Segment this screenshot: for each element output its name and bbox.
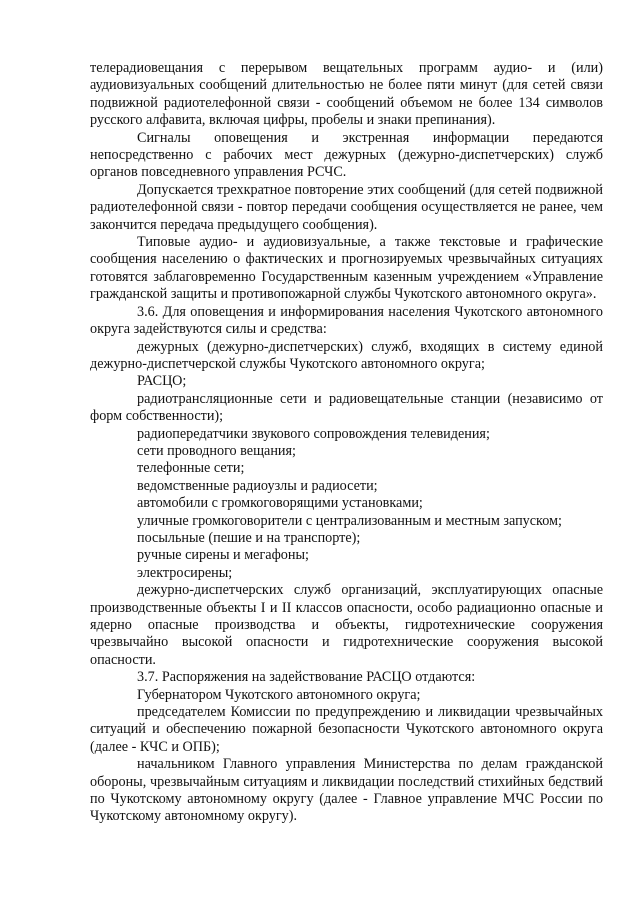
list-item-manual-sirens: ручные сирены и мегафоны;: [137, 547, 309, 564]
paragraph-broadcast-interruption: телерадиовещания с перерывом вещательных программ аудио- и (или) аудиовизуальных сообщений длительностью не более пяти минут (для сетей связи подвижной радиотелефонной связи - сообщений объемом не более 134 символов русского алфавита, включая цифры, пробелы и знаки препинания).: [90, 60, 603, 129]
list-item-loudspeaker-vehicles: автомобили с громкоговорящими установками;: [137, 495, 423, 512]
paragraph-triple-repeat: Допускается трехкратное повторение этих сообщений (для сетей подвижной радиотелефонной связи - повтор передачи сообщения осуществляется не ранее, чем закончится передача предыдущего сообщения).: [90, 181, 603, 233]
list-item-messengers: посыльные (пешие и на транспорте);: [137, 529, 361, 546]
paragraph-signals-transmission: Сигналы оповещения и экстренная информации передаются непосредственно с рабочих мест дежурных (дежурно-диспетчерских) служб органов повседневного управления РСЧС.: [90, 129, 603, 181]
list-item-wired-broadcast: сети проводного вещания;: [137, 442, 296, 459]
list-item-electric-sirens: электросирены;: [137, 564, 233, 581]
list-item-emercom-head: начальником Главного управления Министерства по делам гражданской обороны, чрезвычайным ситуациям и ликвидации последствий стихийных бедствий по Чукотскому автономному округу (далее - Главное управление МЧС России по Чукотскому автономному округу).: [90, 756, 603, 825]
list-item-duty-services: дежурных (дежурно-диспетчерских) служб, входящих в систему единой дежурно-диспетчерской службы Чукотского автономного округа;: [90, 338, 603, 372]
paragraph-typical-messages: Типовые аудио- и аудиовизуальные, а также текстовые и графические сообщения населению о фактических и прогнозируемых чрезвычайных ситуациях готовятся заблаговременно Государственным казенным учреждением «Управление гражданской защиты и противопожарной службы Чукотского автономного округа».: [90, 234, 603, 303]
list-item-radio-networks: радиотрансляционные сети и радиовещательные станции (независимо от форм собственности);: [90, 390, 603, 425]
list-item-hazardous-facilities: дежурно-диспетчерских служб организаций, эксплуатирующих опасные производственные объекты I и II классов опасности, особо радиационно опасные и ядерно опасные производства и объекты, гидротехнические сооружения чрезвычайно высокой опасности и гидротехнические сооружения высокой опасности.: [90, 582, 603, 668]
list-item-commission-chair: председателем Комиссии по предупреждению и ликвидации чрезвычайных ситуаций и обеспечению пожарной безопасности Чукотского автономного округа (далее - КЧС и ОПБ);: [90, 704, 603, 755]
list-item-telephone-networks: телефонные сети;: [137, 460, 245, 477]
list-item-governor: Губернатором Чукотского автономного округа;: [137, 686, 421, 703]
paragraph-section-3-7: 3.7. Распоряжения на задействование РАСЦО отдаются:: [137, 669, 476, 686]
list-item-tv-transmitters: радиопередатчики звукового сопровождения телевидения;: [137, 425, 490, 442]
paragraph-section-3-6: 3.6. Для оповещения и информирования населения Чукотского автономного округа задействуются силы и средства:: [90, 303, 603, 338]
list-item-rasco: РАСЦО;: [137, 373, 187, 390]
list-item-street-loudspeakers: уличные громкоговорители с централизованным и местным запуском;: [137, 512, 562, 529]
document-body: [90, 60, 603, 826]
list-item-departmental-radio: ведомственные радиоузлы и радиосети;: [137, 477, 378, 494]
